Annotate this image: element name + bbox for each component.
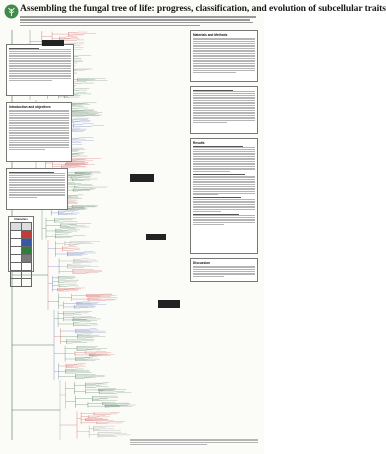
introduction-panel (6, 102, 72, 162)
introduction-header: Introduction and objectives (9, 105, 51, 109)
objectives-panel (6, 168, 68, 210)
results-header: Results (193, 141, 205, 145)
footnotes (130, 438, 258, 448)
methods-panel (190, 30, 258, 82)
clade-label-3 (146, 234, 166, 240)
legend-header: Characters (14, 218, 28, 221)
clade-label-4 (158, 300, 180, 308)
discussion-header: Discussion (193, 261, 211, 265)
poster-title: Assembling the fungal tree of life: progress, classification, and evolution of subcellular traits (20, 3, 386, 14)
results-panel (190, 138, 258, 254)
abstract-panel (6, 44, 74, 96)
clade-label-2 (130, 174, 154, 182)
legend-table (10, 222, 32, 287)
discussion-panel (190, 258, 258, 282)
methods-header: Materials and Methods (193, 33, 228, 37)
phylogenetic-analyses-panel (190, 86, 258, 134)
clade-label-1 (42, 40, 64, 46)
characters-legend (8, 216, 34, 272)
